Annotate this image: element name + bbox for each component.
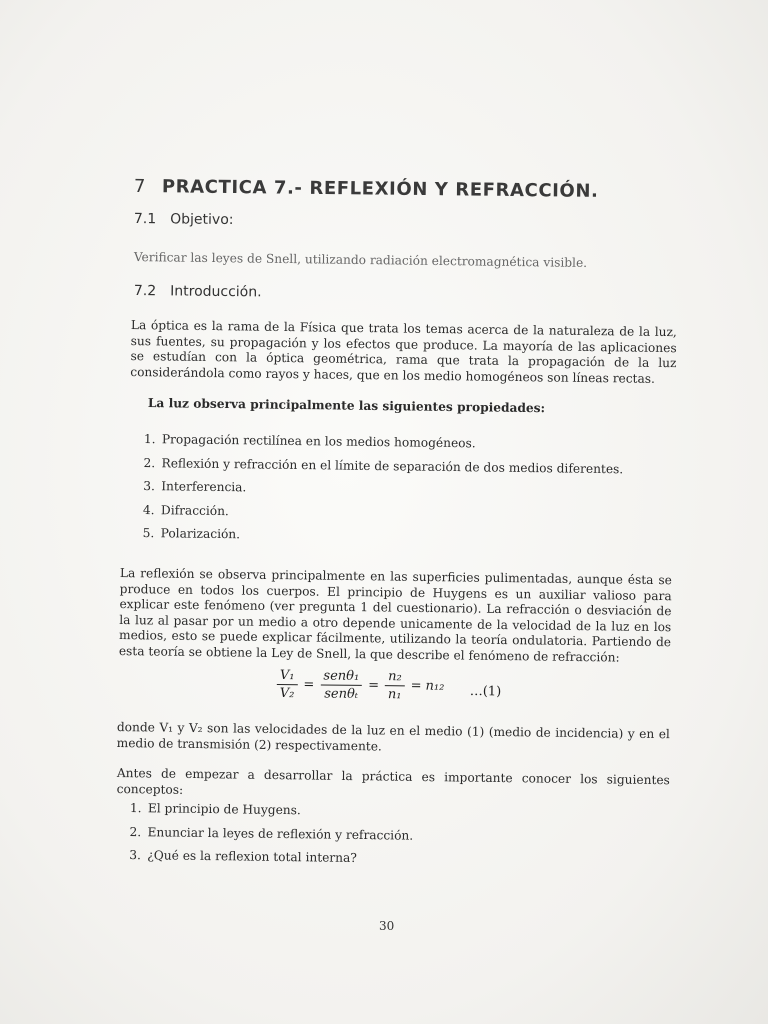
section-title: PRACTICA 7.- REFLEXIÓN Y REFRACCIÓN. — [161, 176, 599, 202]
objective-text: Verificar las leyes de Snell, utilizando radiación electromagnética visible. — [133, 250, 588, 270]
intro-paragraph-1: La óptica es la rama de la Física que trata los temas acerca de la naturaleza de la luz, sus fuentes, su propagación y los efectos que produce. La mayoría de las aplicaciones se estudían con la óptica geométrica, rama que trata la propagación de la luz considerándola como rayos y haces, que en los medio homogéneos son líneas rectas. — [130, 318, 677, 386]
objective-number: 7.1 — [133, 211, 157, 228]
page-number: 30 — [379, 919, 395, 933]
equation-rhs: n₁₂ — [425, 678, 445, 694]
list-item: 2. Enunciar la leyes de reflexión y refracción. — [129, 824, 414, 843]
concepts-intro: Antes de empezar a desarrollar la práctica es importante conocer los siguientes conceptos: — [116, 766, 670, 797]
intro-paragraph-3: donde V₁ y V₂ son las velocidades de la luz en el medio (1) (medio de incidencia) y en el medio de transmisión (2) respectivamente. — [116, 720, 670, 754]
fraction-velocities: $\frac{\text{V₁}}{\text{V₂}}$ — [277, 668, 298, 701]
list-item: 1. El principio de Huygens. — [129, 801, 301, 818]
section-heading — [134, 176, 734, 203]
properties-intro: La luz observa principalmente las siguientes propiedades: — [147, 396, 546, 416]
objective-heading — [134, 211, 234, 228]
list-item: 3. ¿Qué es la reflexion total interna? — [129, 847, 357, 865]
list-item: 5. Polarización. — [142, 525, 241, 542]
list-item: 1. Propagación rectilínea en los medios homogéneos. — [143, 432, 476, 451]
introduction-title: Introducción. — [170, 283, 262, 301]
concepts-list — [129, 801, 414, 875]
introduction-heading — [134, 283, 262, 300]
objective-title: Objetivo: — [170, 211, 234, 229]
introduction-number: 7.2 — [133, 283, 157, 300]
fraction-indices: $\frac{\text{n₂}}{\text{n₁}}$ — [385, 669, 405, 702]
section-number: 7 — [133, 176, 147, 198]
list-item: 3. Interferencia. — [143, 478, 247, 495]
list-item: 2. Reflexión y refracción en el límite de separación de dos medios diferentes. — [143, 455, 624, 476]
equation-label: …(1) — [469, 684, 502, 700]
list-item: 4. Difracción. — [142, 502, 229, 518]
fraction-sines: $\frac{\text{senθ₁}}{\text{senθₜ}}$ — [320, 668, 362, 701]
snell-equation: $\frac{\text{V₁}}{\text{V₂}}$ = $\frac{\text{senθ₁}}{\text{senθₜ}}$ = $\frac{\text{n₂}}{\text{n₁}}$ = n₁₂ …(1) — [275, 668, 695, 716]
intro-paragraph-2: La reflexión se observa principalmente en las superficies pulimentadas, aunque ésta se produce en todos los cuerpos. El principio de Huygens es un auxiliar valioso para explicar este fenómeno (ver pregunta 1 del cuestionario). La refracción o desviación de la luz al pasar por un medio a otro depende unicamente de la velocidad de la luz en los medios, esto se puede explicar fácilmente, utilizando la teoría ondulatoria. Partiendo de esta teoría se obtiene la Ley de Snell, la que describe el fenómeno de refracción: — [118, 566, 672, 665]
properties-list — [142, 432, 623, 556]
